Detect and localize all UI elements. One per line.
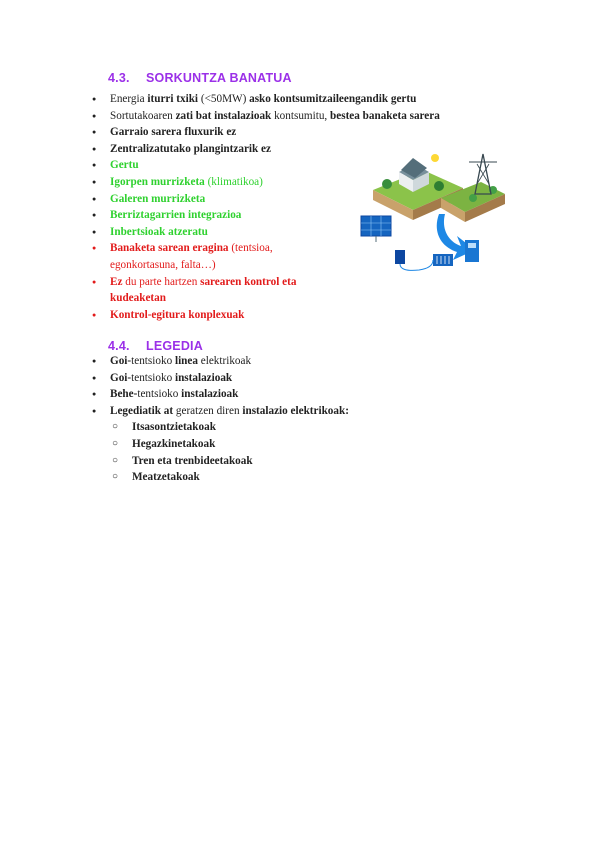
text-fragment: Ez [110, 275, 123, 288]
list-item [92, 191, 330, 208]
text-fragment: Banaketa sarean eragina [110, 242, 229, 255]
text-fragment: Sortutakoaren [110, 109, 176, 122]
text-fragment: (tentsioa, egonkortasuna, falta…) [110, 242, 273, 271]
text-fragment: instalazioak [174, 371, 233, 384]
text-fragment: Goi- [110, 355, 132, 367]
section-number: 4.4. [108, 339, 130, 353]
list-item [92, 91, 492, 108]
text-fragment: Berriztagarrien integrazioa [110, 209, 242, 222]
list-item [92, 124, 492, 141]
list-item [92, 370, 492, 387]
sub-list-item: ○ Itsasontzietakoak [92, 419, 492, 436]
list-item [92, 353, 492, 370]
text-fragment: Behe- [110, 388, 138, 401]
text-fragment: Energia [110, 93, 148, 105]
list-item [92, 386, 492, 403]
list-item [92, 307, 330, 324]
sub-list-item: ○ Tren eta trenbideetakoak [92, 453, 492, 470]
list-item [92, 174, 330, 191]
distributed-generation-illustration-icon [353, 150, 511, 278]
text-fragment: (<50MW) [198, 93, 250, 105]
list-item [92, 224, 330, 241]
section-heading-legedia [108, 339, 203, 353]
legedia-list [92, 353, 492, 486]
text-fragment: instalazioak [181, 388, 239, 401]
text-fragment: tentsioko [131, 371, 175, 384]
text-fragment: Igorpen murrizketa [110, 175, 205, 188]
text-fragment: Gertu [110, 159, 139, 172]
text-fragment: tentsioko [137, 388, 182, 401]
text-fragment: geratzen diren [173, 404, 243, 417]
section-heading-sorkuntza [108, 71, 292, 85]
text-fragment: (klimatikoa) [204, 175, 263, 188]
text-fragment: Zentralizatutako plangintzarik ez [110, 142, 271, 155]
sub-list-item: ○ Hegazkinetakoak [92, 436, 492, 453]
text-fragment: du parte hartzen [122, 275, 201, 288]
text-fragment: zati bat instalazioak [175, 109, 272, 122]
list-item [92, 157, 330, 174]
section-title: LEGEDIA [146, 339, 203, 353]
text-fragment: Goi- [110, 371, 132, 384]
text-fragment: iturri txiki [147, 93, 199, 105]
text-fragment: Legediatik at [110, 404, 174, 417]
sub-list [92, 419, 492, 485]
text-fragment: sarearen kontrol eta kudeaketan [110, 275, 297, 305]
section-number: 4.3. [108, 71, 130, 85]
text-fragment: Garraio sarera fluxurik ez [110, 126, 237, 139]
list-item [92, 274, 330, 307]
list-item [92, 207, 330, 224]
section-title: SORKUNTZA BANATUA [146, 71, 292, 85]
list-item [92, 240, 330, 273]
sub-list-item: ○ Meatzetakoak [92, 469, 492, 486]
text-fragment: Kontrol-egitura konplexuak [110, 308, 245, 321]
list-item [92, 403, 492, 486]
text-fragment: Galeren murrizketa [110, 192, 206, 205]
text-fragment: kontsumitu, [271, 109, 331, 122]
text-fragment: tentsioko [131, 355, 175, 367]
text-fragment: instalazio elektrikoak: [242, 404, 349, 417]
text-fragment: linea [174, 355, 198, 367]
text-fragment: elektrikoak [197, 355, 252, 367]
text-fragment: asko kontsumitzaileengandik gertu [249, 93, 417, 105]
list-item [92, 108, 492, 125]
text-fragment: bestea banaketa sarera [330, 109, 440, 122]
text-fragment: Inbertsioak atzeratu [110, 225, 208, 238]
